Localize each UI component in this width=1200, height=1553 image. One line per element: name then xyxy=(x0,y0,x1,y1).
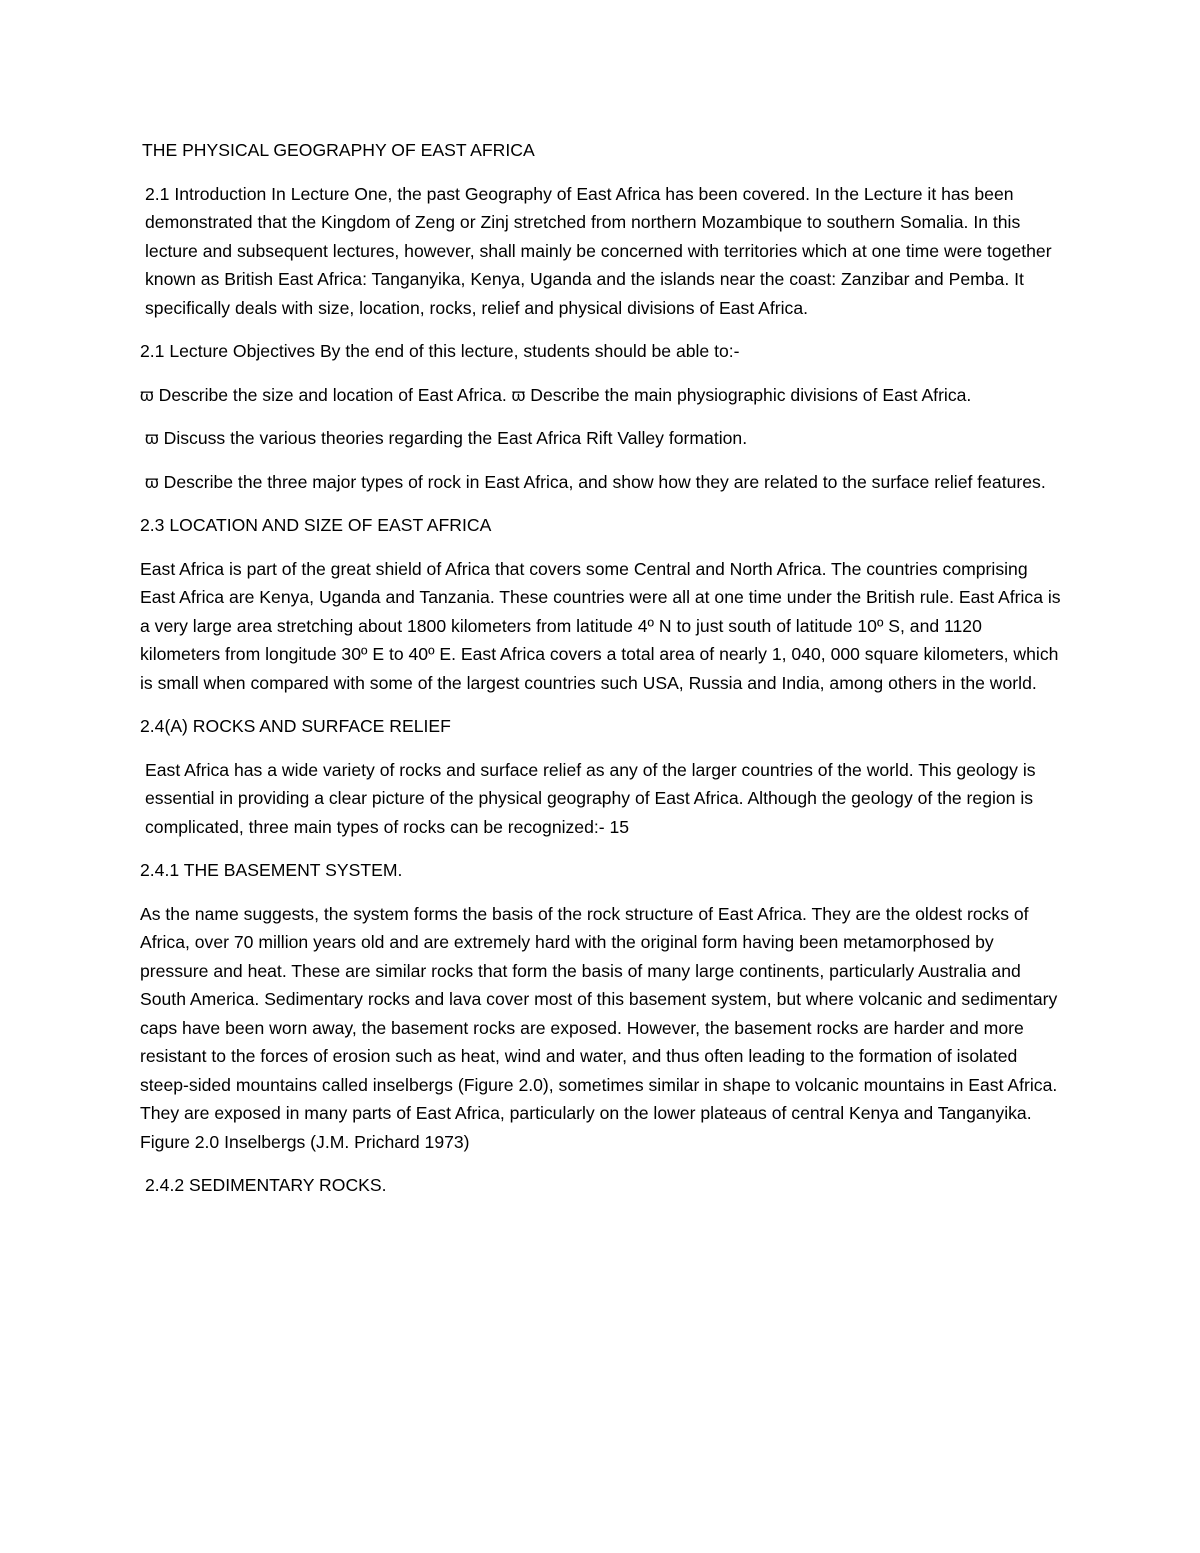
objective-item: ϖ Describe the size and location of East Africa. ϖ Describe the main physiographic divisions of East Africa. xyxy=(140,384,972,405)
section-heading-location-size: 2.3 LOCATION AND SIZE OF EAST AFRICA xyxy=(140,515,492,535)
document-page xyxy=(140,136,1065,1215)
section-body-location-size: East Africa is part of the great shield of Africa that covers some Central and North Africa. The countries comprising East Africa are Kenya, Uganda and Tanzania. These countries were all at one time under the British rule. East Africa is a very large area stretching about 1800 kilometers from latitude 4º N to just south of latitude 10º S, and 1120 kilometers from longitude 30º E to 40º E. East Africa covers a total area of nearly 1, 040, 000 square kilometers, which is small when compared with some of the largest countries such USA, Russia and India, among others in the world. xyxy=(140,558,1061,693)
intro-paragraph: 2.1 Introduction In Lecture One, the past Geography of East Africa has been covered. In the Lecture it has been demonstrated that the Kingdom of Zeng or Zinj stretched from northern Mozambique to southern Somalia. In this lecture and subsequent lectures, however, shall mainly be concerned with territories which at one time were together known as British East Africa: Tanganyika, Kenya, Uganda and the islands near the coast: Zanzibar and Pemba. It specifically deals with size, location, rocks, relief and physical divisions of East Africa. xyxy=(145,183,1052,318)
section-heading-rocks-relief: 2.4(A) ROCKS AND SURFACE RELIEF xyxy=(140,716,451,736)
document-title: THE PHYSICAL GEOGRAPHY OF EAST AFRICA xyxy=(142,140,535,160)
section-heading-sedimentary-rocks: 2.4.2 SEDIMENTARY ROCKS. xyxy=(145,1175,387,1195)
section-body-basement-system: As the name suggests, the system forms the basis of the rock structure of East Africa. They are the oldest rocks of Africa, over 70 million years old and are extremely hard with the original form having been metamorphosed by pressure and heat. These are similar rocks that form the basis of many large continents, particularly Australia and South America. Sedimentary rocks and lava cover most of this basement system, but where volcanic and sedimentary caps have been worn away, the basement rocks are exposed. However, the basement rocks are harder and more resistant to the forces of erosion such as heat, wind and water, and thus often leading to the formation of isolated steep-sided mountains called inselbergs (Figure 2.0), sometimes similar in shape to volcanic mountains in East Africa. They are exposed in many parts of East Africa, particularly on the lower plateaus of central Kenya and Tanganyika. Figure 2.0 Inselbergs (J.M. Prichard 1973) xyxy=(140,903,1058,1152)
objective-item: ϖ Discuss the various theories regarding the East Africa Rift Valley formation. xyxy=(145,428,748,448)
section-heading-basement-system: 2.4.1 THE BASEMENT SYSTEM. xyxy=(140,860,403,880)
section-body-rocks-relief: East Africa has a wide variety of rocks and surface relief as any of the larger countries of the world. This geology is essential in providing a clear picture of the physical geography of East Africa. Although the geology of the region is complicated, three main types of rocks can be recognized:- 15 xyxy=(145,759,1036,837)
objectives-heading: 2.1 Lecture Objectives By the end of this lecture, students should be able to:- xyxy=(140,341,740,361)
objective-item: ϖ Describe the three major types of rock in East Africa, and show how they are related to the surface relief features. xyxy=(145,471,1046,492)
